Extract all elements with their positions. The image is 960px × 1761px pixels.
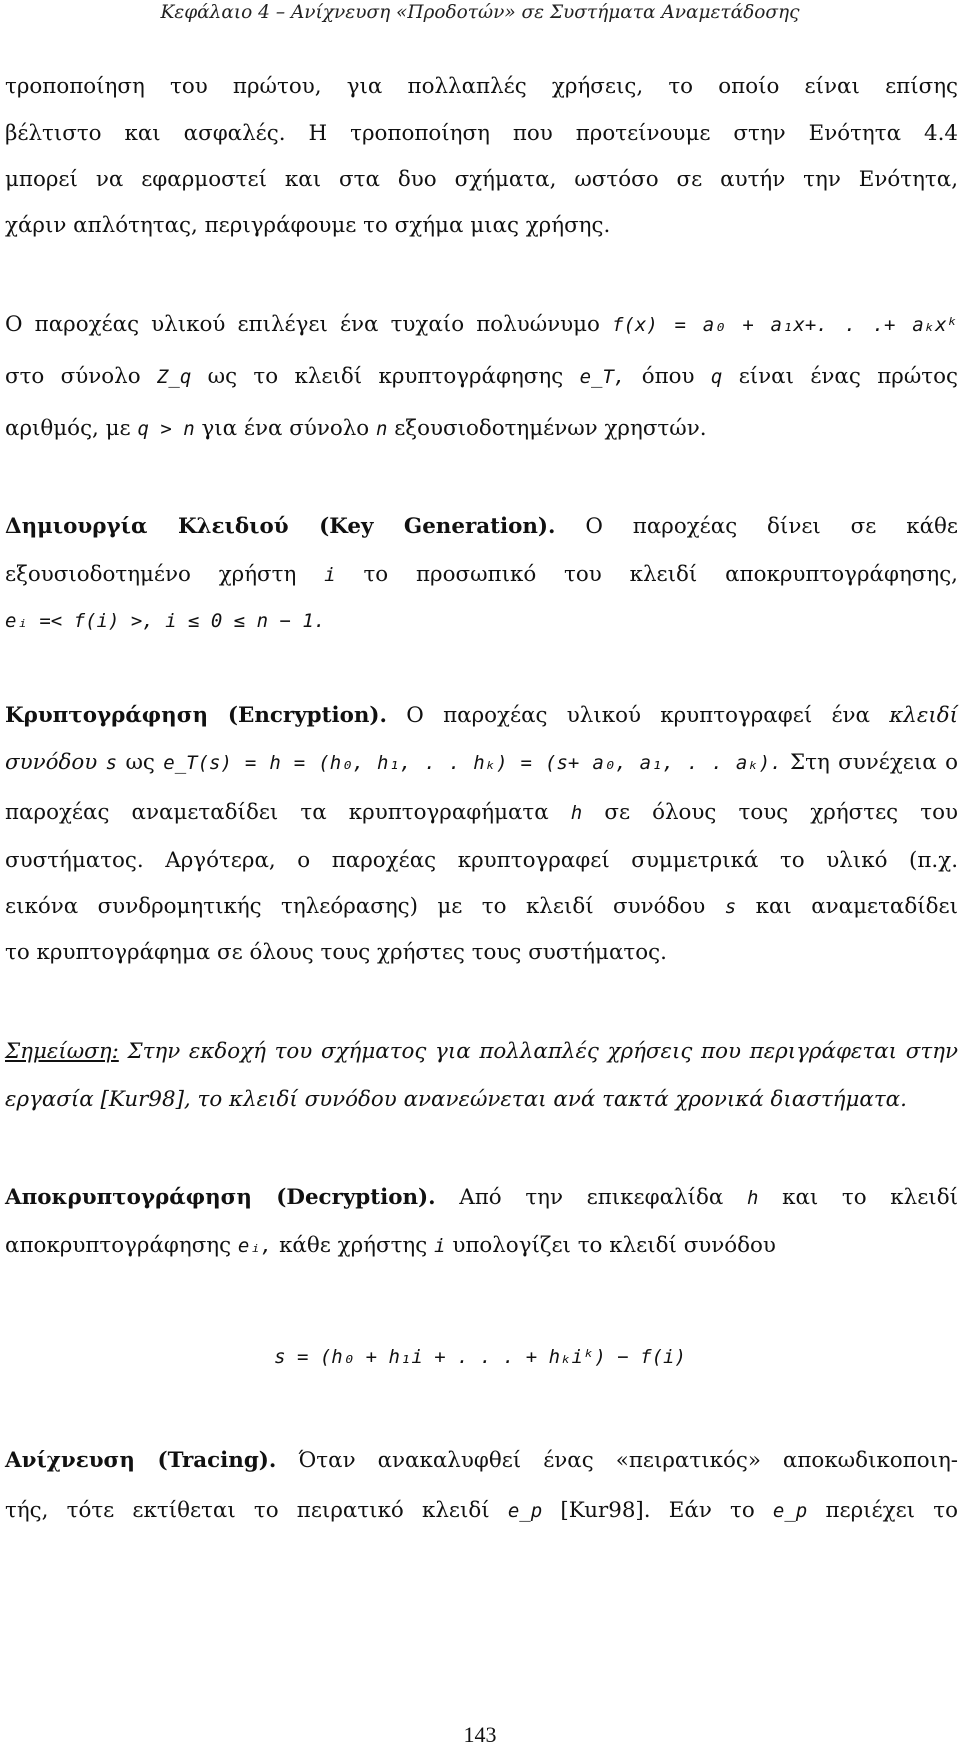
text-span: εξουσιοδοτημένων χρηστών. [394,416,707,441]
text-span: Στη συνέχεια ο [790,750,958,775]
text-span: περιέχει το [825,1498,958,1523]
tracing-heading: Ανίχνευση (Tracing). [5,1448,277,1473]
text-span: Όταν ανακαλυφθεί ένας «πειρατικός» αποκωδικοποιη- [298,1448,959,1473]
session-key-formula: s = (h₀ + h₁i + . . . + hₖiᵏ) − f(i) [274,1346,686,1368]
text-span: στο σύνολο [5,364,141,389]
note-label: Σημείωση: [5,1039,119,1064]
decryption-line-2 [5,1233,958,1258]
text-span: ως [125,750,155,775]
page-number: 143 [463,1722,497,1747]
math-s: s [105,752,118,774]
text-span: κάθε χρήστης [279,1233,428,1258]
math-ei: eᵢ, [237,1235,273,1257]
text-span: για ένα σύνολο [201,416,370,441]
text-span: το προσωπικό του κλειδί αποκρυπτογράφησης, [363,562,958,587]
keygen-line-2 [5,562,958,587]
keygen-heading: Δημιουργία Κλειδιού (Key Generation). [5,514,556,539]
private-key-formula: eᵢ =< f(i) >, i ≤ 0 ≤ n − 1. [5,610,326,632]
note-line-2: εργασία [Kur98], το κλειδί συνόδου ανανεώνεται ανά τακτά χρονικά διαστήματα. [5,1087,907,1112]
math-i: i [324,564,336,586]
text-span: Από την επικεφαλίδα [459,1185,724,1210]
math-h: h [746,1187,759,1209]
encryption-formula: e_T(s) = h = (h₀, h₁, . . hₖ) = (s+ a₀, a₁, . . aₖ). [163,752,782,774]
paragraph-1-line-4: χάριν απλότητας, περιγράφουμε το σχήμα μιας χρήσης. [5,213,611,238]
text-span: όπου [641,364,695,389]
paragraph-2-line-1 [5,312,958,337]
math-ep: e_p [507,1500,543,1522]
math-ep: e_p [772,1500,808,1522]
math-s: s [724,896,737,918]
encryption-line-6: το κρυπτογράφημα σε όλους τους χρήστες τους συστήματος. [5,940,667,965]
text-span: Ο παροχέας δίνει σε κάθε [585,514,958,539]
keygen-line-1 [5,514,958,539]
paragraph-2-line-2 [5,364,958,389]
encryption-line-5 [5,894,958,919]
encryption-line-2 [5,750,958,775]
encryption-line-4: συστήματος. Αργότερα, ο παροχέας κρυπτογραφεί συμμετρικά το υλικό (π.χ. [5,848,958,873]
decryption-heading: Αποκρυπτογράφηση (Decryption). [5,1185,436,1210]
text-span: παροχέας αναμεταδίδει τα κρυπτογραφήματα [5,800,549,825]
text-span: τής, τότε εκτίθεται το πειρατικό κλειδί [5,1498,490,1523]
text-span: Ο παροχέας υλικού επιλέγει ένα τυχαίο πολυώνυμο [5,312,600,337]
text-span: υπολογίζει το κλειδί συνόδου [452,1233,776,1258]
text-span: ως το κλειδί κρυπτογράφησης [207,364,564,389]
math-q-gt-n: q > n [137,418,195,440]
text-span: και αναμεταδίδει [755,894,958,919]
text-span: σε όλους τους χρήστες του [604,800,958,825]
text-span: εξουσιοδοτημένο χρήστη [5,562,297,587]
text-span: είναι ένας πρώτος [738,364,958,389]
text-span-italic: συνόδου [5,750,98,775]
tracing-line-1 [5,1448,958,1473]
text-span-italic: κλειδί [889,703,958,728]
paragraph-1-line-3: μπορεί να εφαρμοστεί και στα δυο σχήματα, ωστόσο σε αυτήν την Ενότητα, [5,167,958,192]
paragraph-2-line-3 [5,416,958,441]
math-n: n [375,418,388,440]
paragraph-1-line-2: βέλτιστο και ασφαλές. Η τροποποίηση που προτείνουμε στην Ενότητα 4.4 [5,121,958,146]
text-span: και το κλειδί [782,1185,958,1210]
encryption-heading: Κρυπτογράφηση (Encryption). [5,703,387,728]
encryption-line-3 [5,800,958,825]
polynomial-formula: f(x) = a₀ + a₁x+. . .+ aₖxᵏ [612,314,958,336]
encryption-line-1 [5,703,958,728]
text-span: Ο παροχέας υλικού κρυπτογραφεί ένα [406,703,870,728]
text-span: αριθμός, με [5,416,131,441]
tracing-line-2 [5,1498,958,1523]
decryption-line-1 [5,1185,958,1210]
running-header: Κεφάλαιο 4 – Ανίχνευση «Προδοτών» σε Συστήματα Αναμετάδοσης [160,2,800,23]
paragraph-1-line-1: τροποποίηση του πρώτου, για πολλαπλές χρήσεις, το οποίο είναι επίσης [5,74,958,99]
math-Zq: Z_q [156,366,192,388]
text-span: εικόνα συνδρομητικής τηλεόρασης) με το κλειδί συνόδου [5,894,706,919]
text-span: [Kur98]. Εάν το [560,1498,755,1523]
text-span: αποκρυπτογράφησης [5,1233,232,1258]
math-i: i [434,1235,446,1257]
math-h: h [570,802,583,824]
math-eT: e_T, [579,366,626,388]
keygen-line-3 [5,608,958,633]
session-key-formula-line [0,1344,960,1369]
math-q: q [710,366,723,388]
text-span: Στην εκδοχή του σχήματος για πολλαπλές χρήσεις που περιγράφεται στην [127,1039,958,1064]
note-line-1 [5,1039,958,1064]
